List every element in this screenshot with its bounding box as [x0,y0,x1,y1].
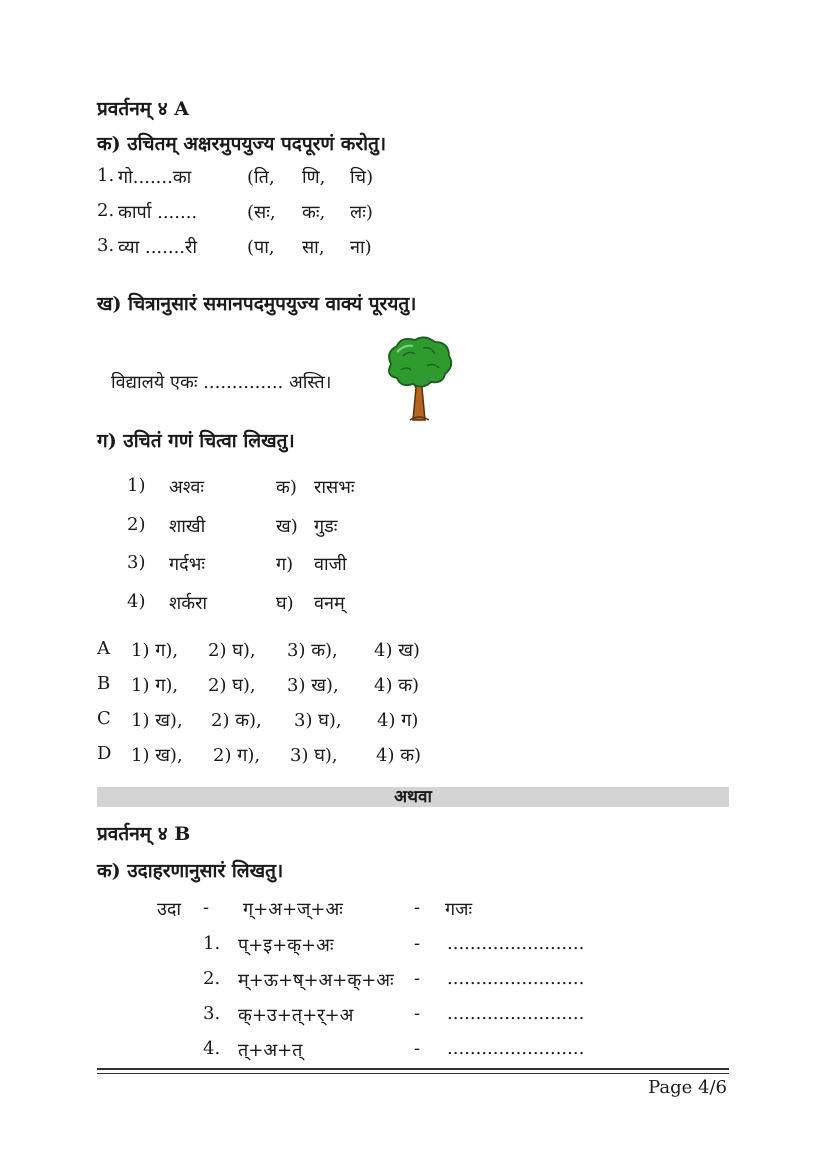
choice-part: 2) घ), [208,675,256,696]
option: (पा, [247,237,275,258]
or-divider: अथवा [97,787,729,807]
match-word: रासभः [314,477,355,498]
choice-part: 4) ग) [377,710,419,731]
answer-blank: ........................ [447,1038,585,1059]
dash: - [203,897,210,918]
section-b-title: प्रवर्तनम् ४ B [97,823,191,845]
match-word: गुडः [314,516,338,537]
list-item-num: 4. [203,1038,221,1059]
match-word: वनम् [314,593,345,614]
list-item-expression: क्+उ+त्+र्+अ [238,1005,354,1026]
choice-part: 2) ग), [213,745,261,766]
dash: - [414,1003,421,1024]
answer-blank: ........................ [447,968,585,989]
option: कः, [302,202,326,223]
example-label: उदा [157,899,182,920]
list-item-num: 1. [97,165,115,186]
list-item-word: कार्पा ....... [118,202,198,223]
choice-part: 4) ख) [374,640,420,661]
tree-icon [383,336,455,422]
match-num: 4) [127,591,146,612]
list-item-word: व्या .......री [118,237,198,258]
choice-letter: A [97,638,110,659]
list-item-num: 2. [203,968,221,989]
choice-part: 3) ख), [287,675,339,696]
option: लः) [350,202,373,223]
dash: - [414,968,421,989]
match-word: वाजी [314,554,347,575]
answer-blank: ........................ [447,933,585,954]
choice-part: 1) ख), [131,745,183,766]
question-ka-heading: क) उचितम् अक्षरमुपयुज्य पदपूरणं करोतु। [97,133,387,155]
choice-part: 4) क) [376,745,422,766]
list-item-expression: त्+अ+त् [238,1040,303,1061]
list-item-num: 3. [203,1003,221,1024]
dash: - [414,897,421,918]
footer-rule [97,1068,729,1070]
choice-letter: C [97,708,111,729]
choice-part: 3) घ), [294,710,342,731]
match-num: 1) [127,475,146,496]
list-item-expression: प्+इ+क्+अः [238,935,334,956]
question-kha-heading: ख) चित्रानुसारं समानपदमुपयुज्य वाक्यं पूरयतु। [97,293,417,315]
match-label: ग) [276,554,294,575]
picture-sentence: विद्यालये एकः .............. अस्ति। [111,372,332,393]
match-word: अश्वः [169,477,205,498]
option: (ति, [247,167,275,188]
list-item-expression: म्+ऊ+ष्+अ+क्+अः [238,970,394,991]
dash: - [414,1038,421,1059]
match-word: गर्दभः [169,554,205,575]
choice-letter: D [97,743,112,764]
section-a-title: प्रवर्तनम् ४ A [97,98,189,120]
example-answer: गजः [445,899,473,920]
choice-part: 1) ख), [131,710,183,731]
example-expression: ग्+अ+ज्+अः [243,899,343,920]
match-label: घ) [276,593,294,614]
list-item-num: 1. [203,933,221,954]
match-label: ख) [276,516,298,537]
choice-part: 1) ग), [131,640,179,661]
choice-part: 2) क), [211,710,262,731]
list-item-num: 2. [97,200,115,221]
choice-part: 4) क) [374,675,420,696]
option: णि, [302,167,326,188]
list-item-word: गो.......का [118,167,192,188]
choice-letter: B [97,673,111,694]
answer-blank: ........................ [447,1003,585,1024]
match-word: शर्करा [169,593,208,614]
option: सा, [302,237,325,258]
match-num: 3) [127,552,146,573]
match-num: 2) [127,514,146,535]
match-label: क) [276,477,297,498]
question-ga-heading: ग) उचितं गणं चित्वा लिखतु। [97,430,295,452]
match-word: शाखी [169,516,206,537]
choice-part: 3) घ), [290,745,338,766]
dash: - [414,933,421,954]
list-item-num: 3. [97,235,115,256]
question-b-ka-heading: क) उदाहरणानुसारं लिखतु। [97,860,284,882]
option: ना) [350,237,372,258]
choice-part: 1) ग), [131,675,179,696]
option: चि) [350,167,374,188]
option: (सः, [247,202,276,223]
footer-rule [97,1073,729,1074]
choice-part: 3) क), [287,640,338,661]
choice-part: 2) घ), [208,640,256,661]
page-number: Page 4/6 [648,1077,727,1098]
